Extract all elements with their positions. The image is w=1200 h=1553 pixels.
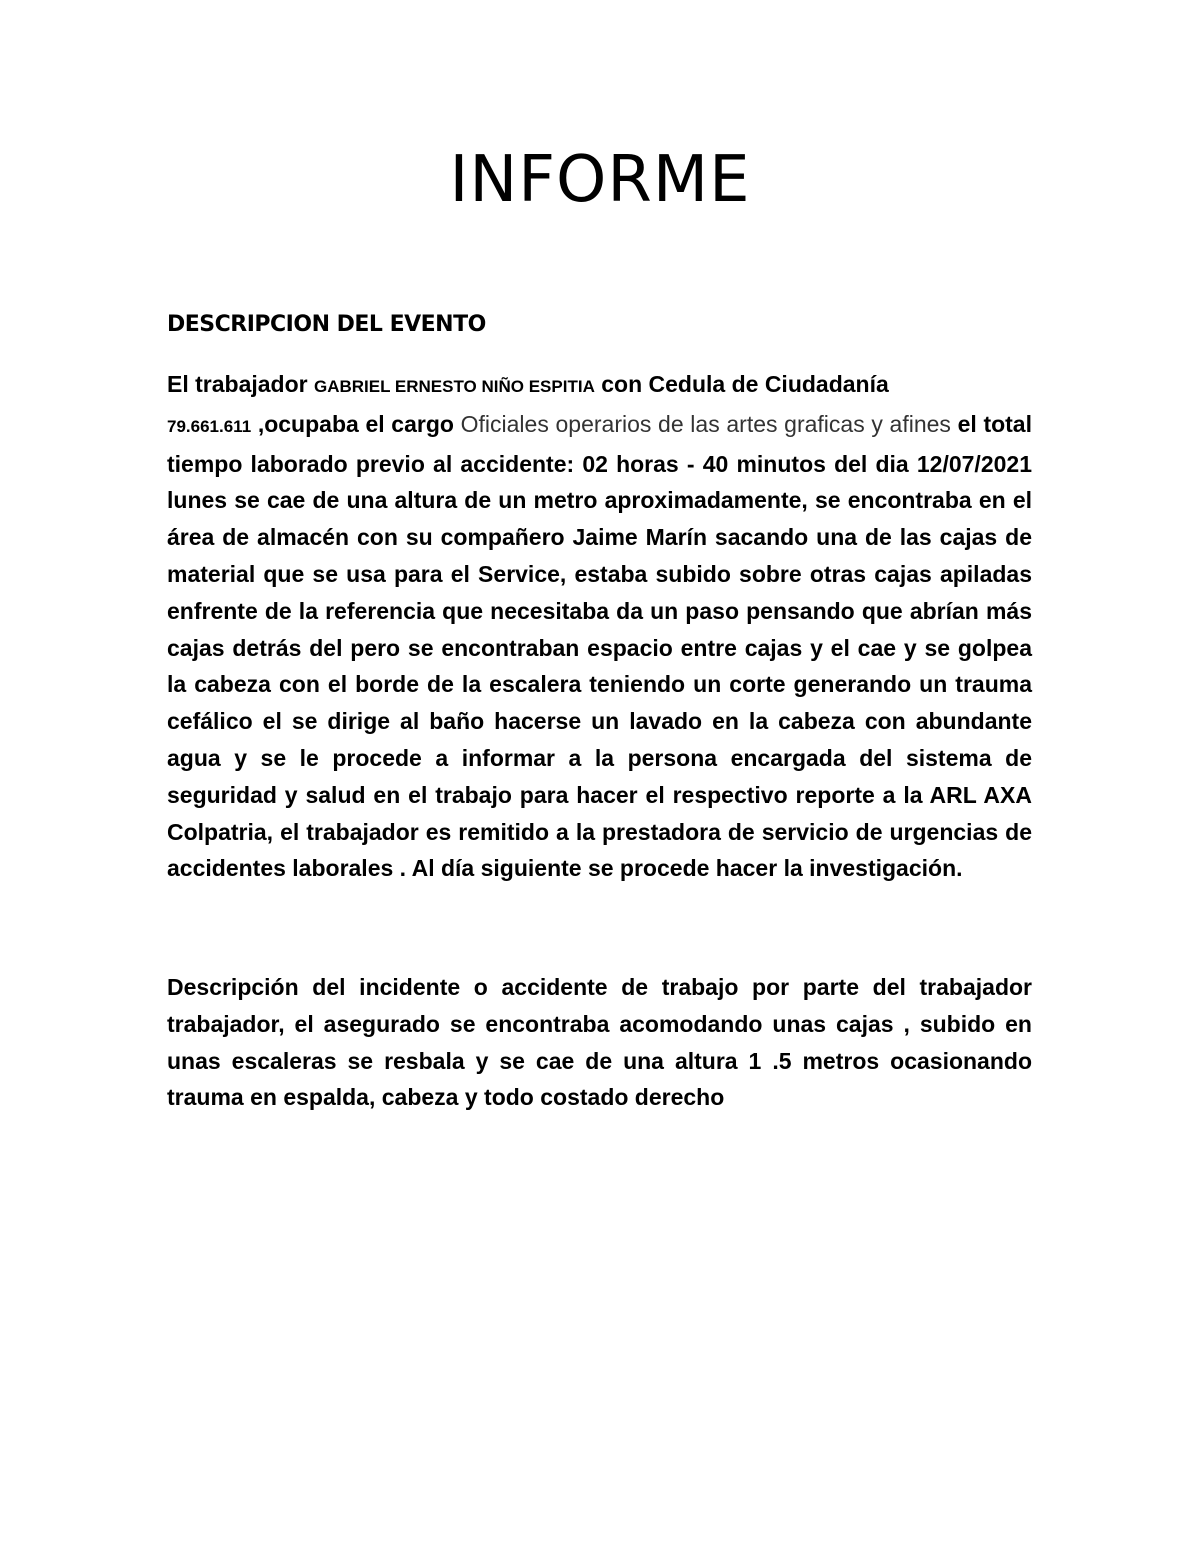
document-title: INFORME bbox=[449, 143, 751, 217]
intro-text: El trabajador bbox=[167, 371, 314, 397]
event-description-paragraph bbox=[167, 366, 1032, 887]
position-value: Oficiales operarios de las artes graficas y afines bbox=[460, 410, 951, 437]
worker-name: GABRIEL ERNESTO NIÑO ESPITIA bbox=[313, 377, 595, 396]
id-number: 79.661.611 bbox=[167, 416, 252, 436]
id-label-text: con Cedula de Ciudadanía bbox=[594, 371, 889, 397]
section-heading: DESCRIPCION DEL EVENTO bbox=[167, 312, 486, 337]
worker-account-paragraph: Descripción del incidente o accidente de trabajo por parte del trabajador trabajador, el asegurado se encontraba acomodando unas cajas , subido en unas escaleras se resbala y se cae de una altura 1 .5 metros ocasionando trauma en espalda, cabeza y todo costado derecho bbox=[167, 974, 1032, 1111]
event-body-text: el total tiempo laborado previo al accidente: 02 horas - 40 minutos del dia 12/07/2021 lunes se cae de una altura de un metro aproximadamente, se encontraba en el área de almacén con su compañero Jaime Marín sacando una de las cajas de material que se usa para el Service, estaba subido sobre otras cajas apiladas enfrente de la referencia que necesitaba da un paso pensando que abrían más cajas detrás del pero se encontraban espacio entre cajas y el cae y se golpea la cabeza con el borde de la escalera teniendo un corte generando un trauma cefálico el se dirige al baño hacerse un lavado en la cabeza con abundante agua y se le procede a informar a la persona encargada del sistema de seguridad y salud en el trabajo para hacer el respectivo reporte a la ARL AXA Colpatria, el trabajador es remitido a la prestadora de servicio de urgencias de accidentes laborales . Al día siguiente se procede hacer la investigación. bbox=[167, 410, 1032, 882]
position-label-text: ,ocupaba el cargo bbox=[251, 410, 461, 437]
